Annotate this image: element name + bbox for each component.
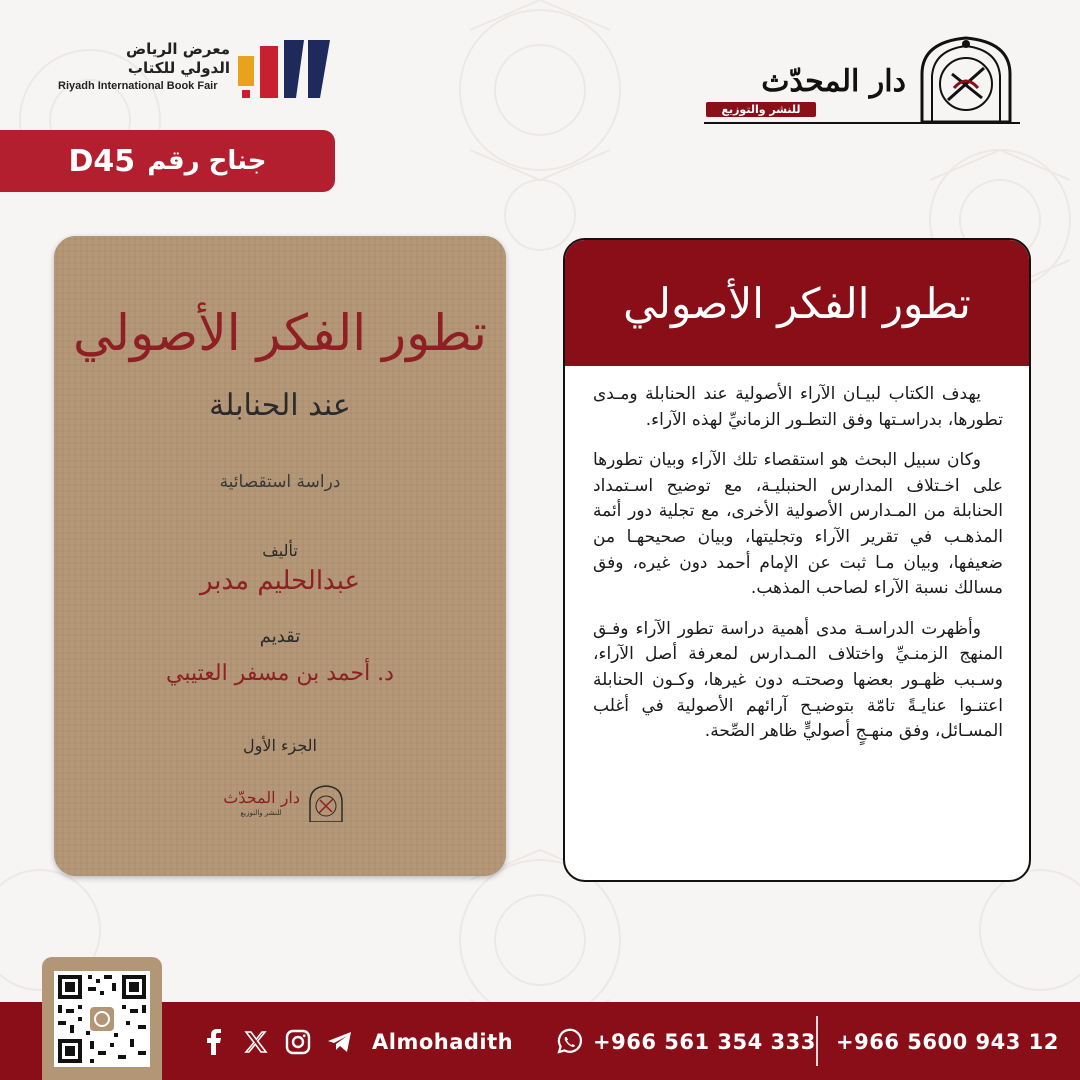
publisher-logo [700, 30, 1030, 130]
book-cover [54, 236, 506, 876]
description-paragraph-3: وأظهرت الدراسـة مدى أهمية دراسة تطور الآراء وفـق المنهج الزمنـيِّ واختلاف المـدارس لمعرفة أصل الآراء، وسـبب ظهـور بعضها وصحتـه دون غيرها، وكـون الحنابلة اعتنـوا عنايـةً تامّة بتوضيـح آرائهم الأصولية في أغلب المسـائل، وفق منهـجٍ أصوليٍّ ظاهر الصِّحة. [593, 618, 1003, 742]
cover-subtitle: عند الحنابلة [209, 388, 351, 423]
cover-part: الجزء الأول [242, 736, 317, 755]
social-handle[interactable]: Almohadith [372, 1030, 514, 1054]
pavilion-banner [0, 130, 335, 192]
facebook-icon[interactable] [200, 1028, 228, 1056]
description-body [565, 382, 1029, 760]
whatsapp-number: +966 561 354 333 [593, 1030, 816, 1054]
telegram-icon[interactable] [326, 1028, 354, 1056]
whatsapp-contact[interactable] [555, 1024, 816, 1060]
social-links [200, 1024, 513, 1060]
cover-title: تطور الفكر الأصولي [73, 304, 487, 362]
description-title: تطور الفكر الأصولي [623, 278, 971, 328]
publisher-emblem-icon [912, 34, 1020, 122]
cover-publisher-subtitle: للنشر والتوزيع [240, 809, 282, 817]
book-fair-name-ar-1: معرض الرياض [125, 40, 230, 58]
instagram-icon[interactable] [284, 1028, 312, 1056]
whatsapp-icon [555, 1028, 583, 1056]
phone-number: +966 5600 943 12 [836, 1030, 1059, 1054]
phone-contact[interactable] [836, 1024, 1059, 1060]
description-card [563, 238, 1031, 882]
book-fair-name-ar-2: الدولي للكتاب [127, 59, 230, 77]
description-header [565, 240, 1029, 366]
cover-author: عبدالحليم مدبر [199, 566, 361, 596]
cover-intro-by: د. أحمد بن مسفر العتيبي [166, 661, 394, 686]
publisher-name: دار المحدّث [761, 64, 906, 99]
publisher-subtitle: للنشر والتوزيع [706, 102, 816, 117]
footer-divider [816, 1016, 818, 1066]
book-fair-name [58, 40, 230, 92]
x-icon[interactable] [242, 1028, 270, 1056]
cover-author-label: تأليف [262, 541, 298, 560]
pavilion-label: جناح رقم [147, 146, 267, 176]
book-fair-logo [58, 38, 338, 108]
qr-code-frame [42, 957, 162, 1080]
pavilion-code: D45 [68, 143, 136, 179]
description-paragraph-1: يهدف الكتاب لبيـان الآراء الأصولية عند الحنابلة ومـدى تطورها، بدراسـتها وفق التطـور الزمانيِّ لهذه الآراء. [593, 384, 1003, 430]
cover-publisher-name: دار المحدّث [223, 788, 300, 807]
cover-publisher-logo [214, 784, 350, 824]
description-paragraph-2: وكان سبيل البحث هو استقصاء تلك الآراء وبيان تطورها على اخـتلاف المدارس الحنبليـة، مع توضيح اسـتمداد الحنابلة من المـدارس الأصولية الأخرى، مع تجلية دور أئمة المذهـب في تقرير الآراء وتجليتها، وبيان صحيحهـا من ضعيفها، وبيان مـا ثبت عن الإمام أحمد دون غيره، وفق مسالك نسبة الآراء لصاحب المذهب. [593, 450, 1003, 599]
book-fair-name-en: Riyadh International Book Fair [58, 80, 218, 92]
cover-publisher-emblem-icon [306, 784, 346, 822]
cover-intro-label: تقديم [259, 626, 301, 647]
cover-study-type: دراسة استقصائية [219, 472, 341, 492]
qr-code[interactable] [54, 971, 150, 1067]
publisher-underline [704, 122, 1020, 124]
book-fair-mark-icon [234, 38, 334, 104]
